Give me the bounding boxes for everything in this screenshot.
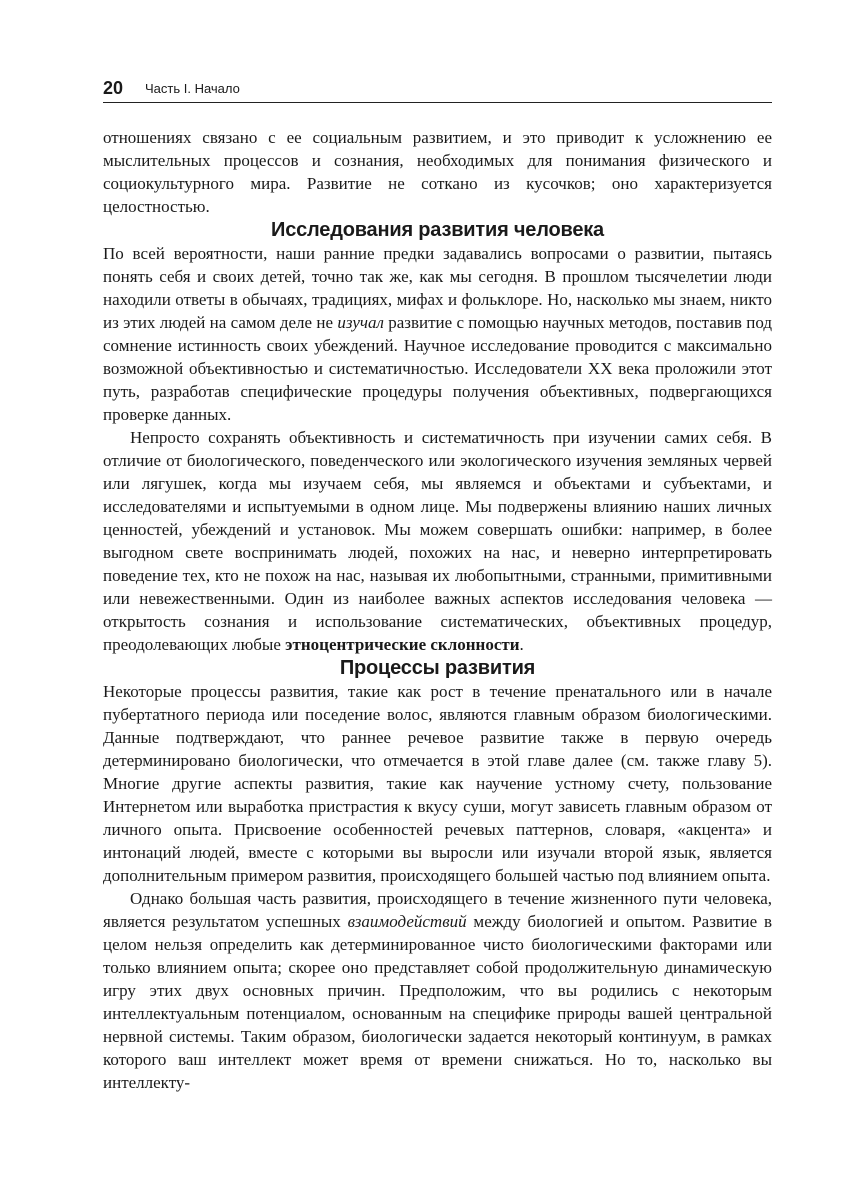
paragraph-text: Непросто сохранять объективность и систематичность при изучении самих себя. В отличие от биологического, поведенческого или экологического изучения земляных червей или лягушек, когда мы изучаем себя, мы являемся и объектами и субъектами, и исследователями и испытуемыми в одном лице. Мы подвержены влиянию наших личных ценностей, убеждений и установок. Мы можем совершать ошибки: например, в более выгодном свете воспринимать людей, похожих на нас, и неверно интерпретировать поведение тех, кто не похож на нас, называя их любопытными, странными, примитивными или невежественными. Один из наиболее важных аспектов исследования человека — открытость сознания и использование систематических, объективных процедур, преодолевающих любые — [103, 428, 772, 654]
paragraph-research-2 — [103, 426, 772, 656]
paragraph-processes-2 — [103, 887, 772, 1094]
paragraph-continuation: отношениях связано с ее социальным развитием, и это приводит к усложнению ее мыслительных процессов и сознания, необходимых для понимания физического и социокультурного мира. Развитие не соткано из кусочков; оно характеризуется целостностью. — [103, 128, 772, 216]
section-heading-research: Исследования развития человека — [271, 219, 604, 241]
italic-term: взаимодействий — [347, 912, 467, 931]
italic-term: изучал — [337, 313, 384, 332]
page-number: 20 — [103, 78, 124, 98]
paragraph-text: между биологией и опытом. Развитие в целом нельзя определить как детерминированное чисто биологическими факторами или только влиянием опыта; скорее оно представляет собой продолжительную динамическую игру этих двух основных причин. Предположим, что вы родились с некоторым интеллектуальным потенциалом, основанным на специфике природы вашей центральной нервной системы. Таким образом, биологически задается некоторый континуум, в рамках которого ваш интеллект может время от времени снижаться. Но то, насколько вы интеллекту- — [103, 912, 772, 1092]
paragraph-text: По всей вероятности, наши ранние предки задавались вопросами о развитии, пытаясь понять себя и своих детей, точно так же, как мы сегодня. В прошлом тысячелетии люди находили ответы в обычаях, традициях, мифах и фольклоре. Но, насколько мы знаем, никто из этих людей на самом деле не — [103, 244, 772, 332]
page-body — [103, 126, 772, 1094]
running-header — [103, 78, 772, 103]
paragraph-research-1 — [103, 242, 772, 426]
paragraph-processes-1: Некоторые процессы развития, такие как рост в течение пренатального или в начале пубертатного периода или поседение волос, являются главным образом биологическими. Данные подтверждают, что раннее речевое развитие также в первую очередь детерминировано биологически, что отмечается в этой главе далее (см. также главу 5). Многие другие аспекты развития, такие как научение устному счету, пользование Интернетом или выработка пристрастия к вкусу суши, могут зависеть главным образом от личного опыта. Присвоение особенностей речевых паттернов, словаря, «акцента» и интонаций людей, вместе с которыми вы выросли или изучали второй язык, является дополнительным примером развития, происходящего большей частью под влиянием опыта. — [103, 682, 772, 885]
section-heading-processes: Процессы развития — [339, 657, 536, 679]
paragraph-text: развитие с помощью научных методов, поставив под сомнение истинность своих убеждений. Научное исследование проводится с максимально возможной объективностью и систематичностью. Исследователи XX века проложили этот путь, разработав специфические процедуры получения объективных, подвергающихся проверке данных. — [103, 313, 772, 424]
paragraph-text: . — [519, 635, 524, 654]
running-head-title: Часть I. Начало — [145, 81, 240, 96]
paragraph-text: Однако большая часть развития, происходящего в течение жизненного пути человека, является результатом успешных — [103, 889, 772, 931]
bold-term: этноцентрические склонности — [285, 635, 520, 654]
